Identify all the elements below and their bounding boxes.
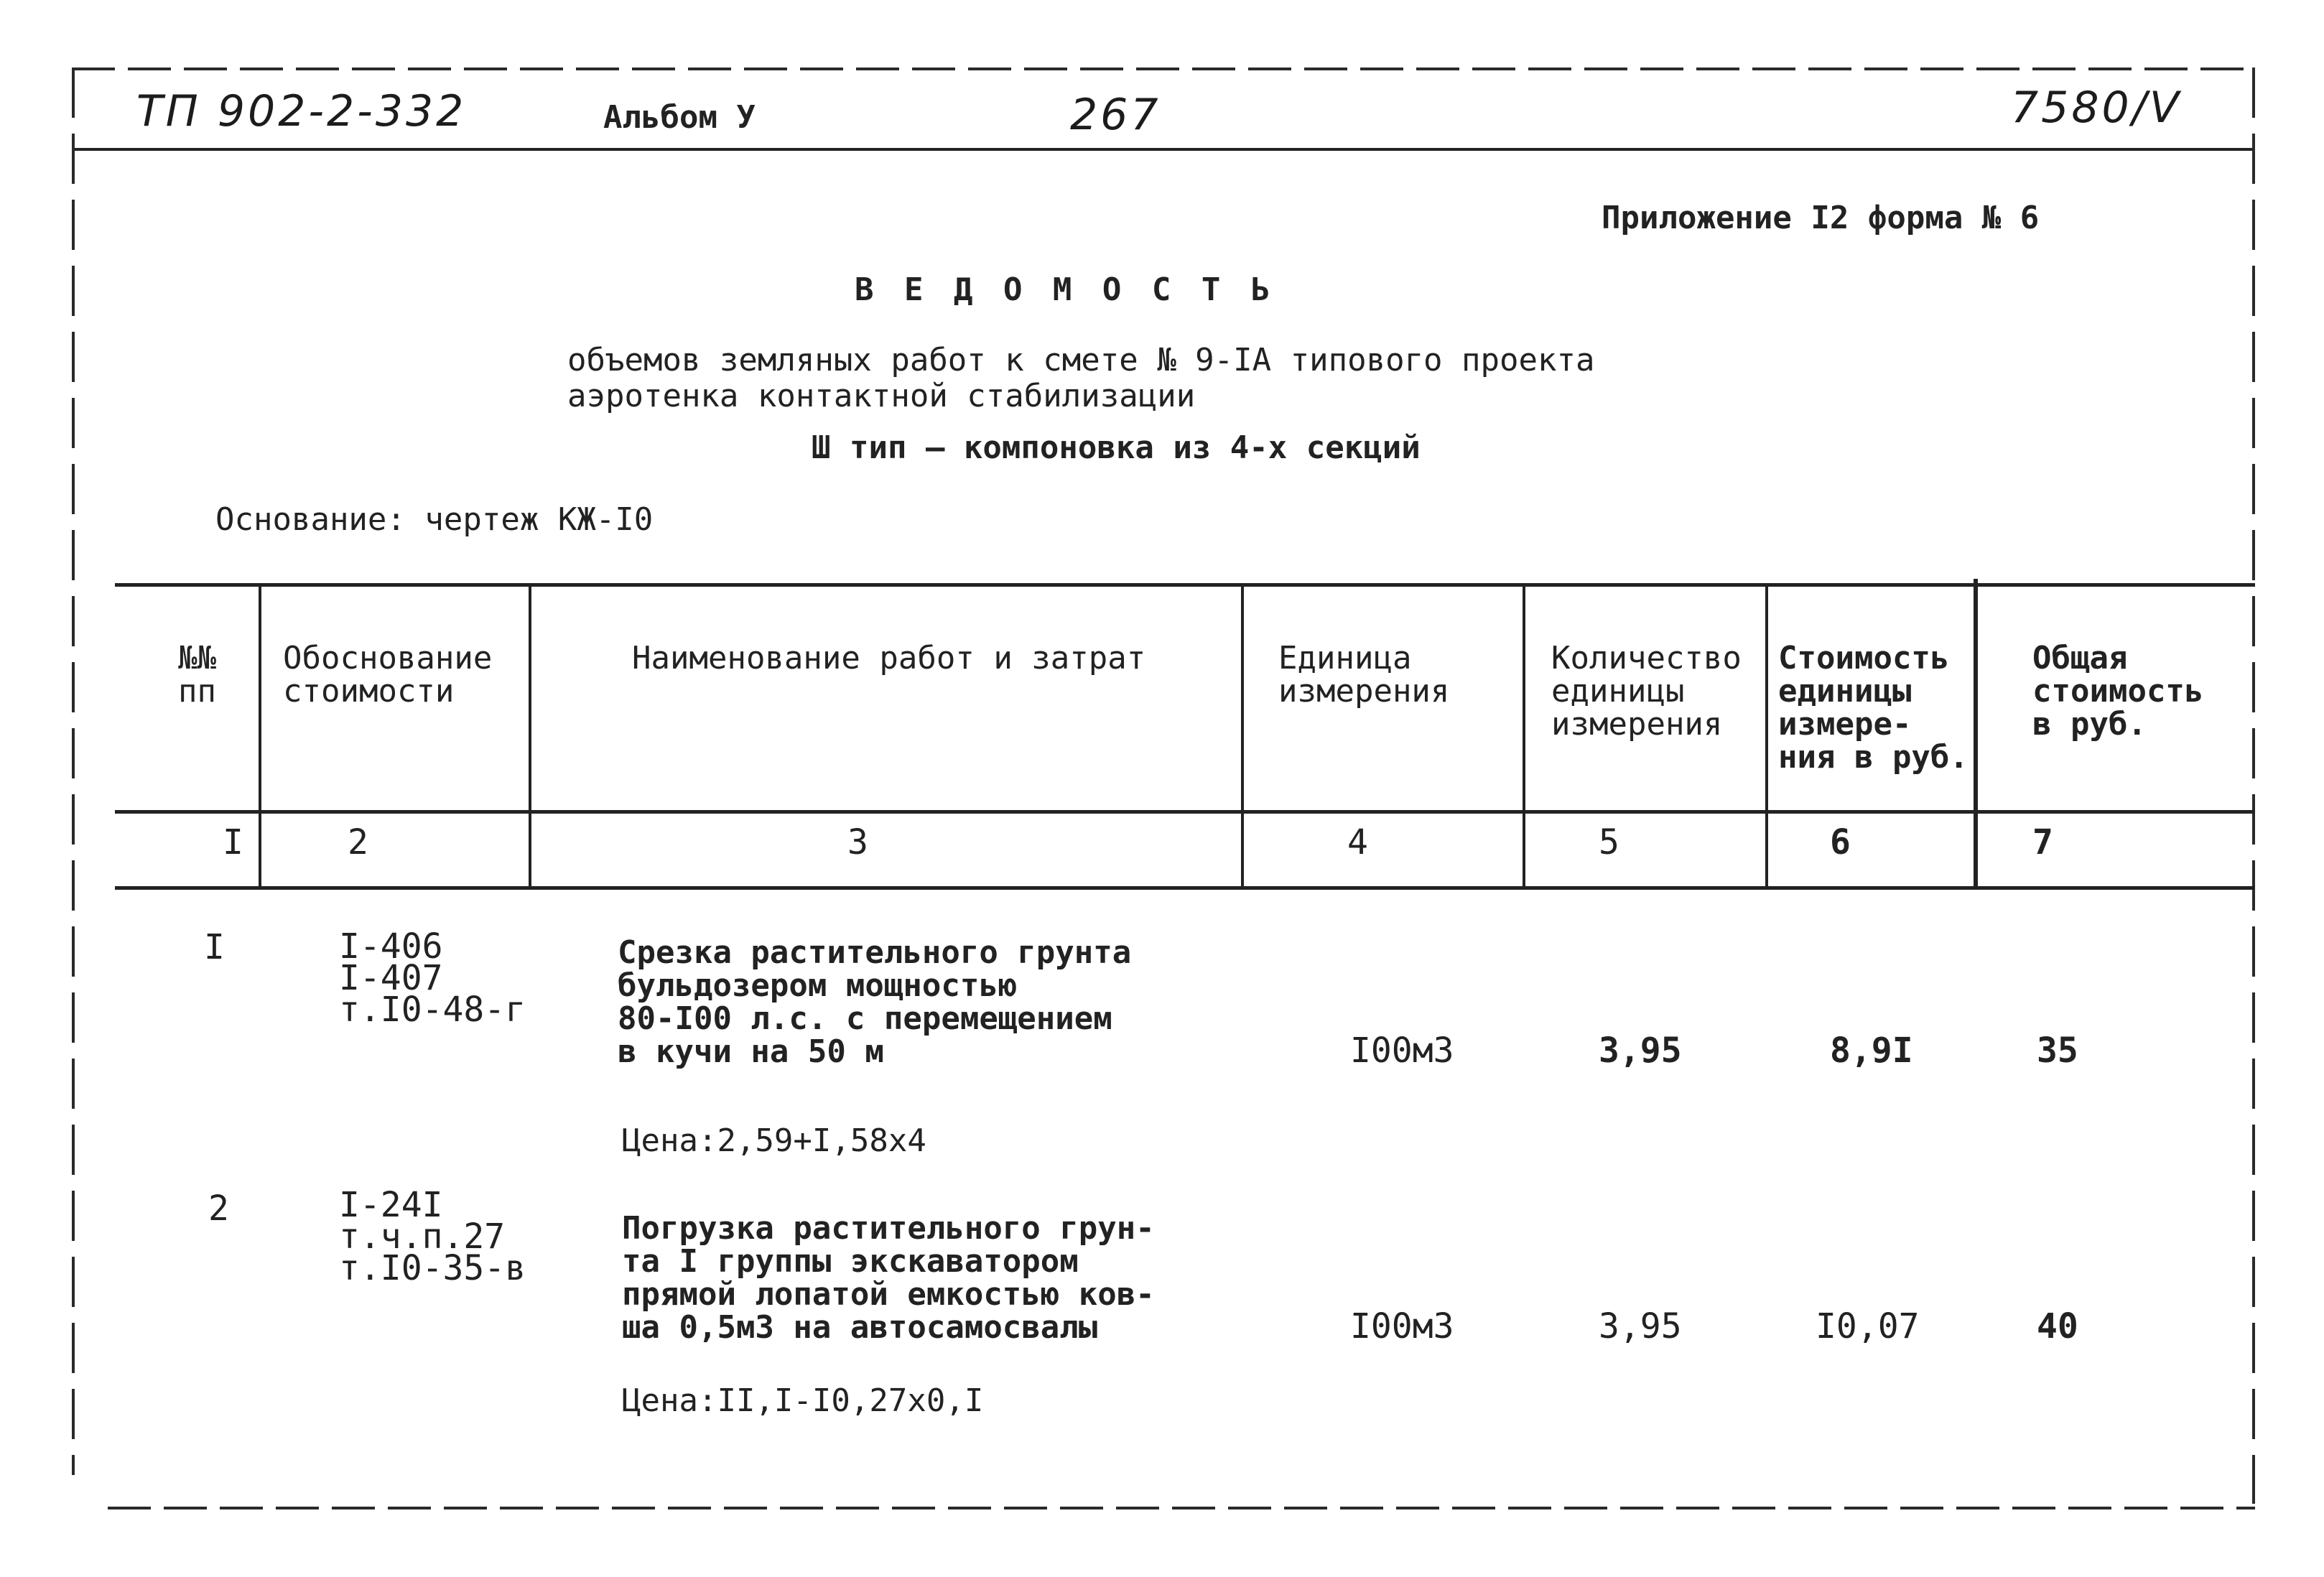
project-code: ТП 902-2-332: [136, 86, 467, 136]
stamp-divider-line: [72, 148, 2255, 151]
appendix-label: Приложение I2 форма № 6: [1602, 200, 2040, 236]
colnum-5: 5: [1599, 822, 1619, 862]
colnum-6: 6: [1830, 822, 1851, 862]
colnum-4: 4: [1347, 822, 1368, 862]
frame-right-border: [2252, 68, 2255, 1504]
header-no: №№ пп: [178, 640, 216, 710]
colnum-3: 3: [847, 822, 868, 862]
row-basis: I-406 I-407 т.I0-48-г: [339, 926, 526, 1030]
row-work-name: Погрузка растительного грун- та I группы экскаватором прямой лопатой емкостью ков- ша 0,5м3 на автосамосвалы: [622, 1210, 1155, 1346]
header-basis: Обоснование стоимости: [283, 640, 493, 710]
row-unit-cost: 8,9I: [1830, 1031, 1913, 1071]
frame-bottom-border: [108, 1507, 2255, 1509]
row-unit: I00м3: [1350, 1306, 1454, 1346]
subtitle-line-2: аэротенка контактной стабилизации: [567, 378, 1196, 414]
row-qty: 3,95: [1599, 1031, 1682, 1071]
header-unit: Единица измерения: [1278, 640, 1450, 710]
basis-reference: Основание: чертеж КЖ-I0: [215, 501, 654, 538]
row-price-note: Цена:2,59+I,58х4: [622, 1122, 926, 1159]
subtitle-line-3: Ш тип – компоновка из 4-х секций: [812, 429, 1421, 466]
col-divider-1: [259, 583, 261, 888]
numbers-bottom-border: [115, 886, 2255, 890]
col-divider-2: [529, 583, 531, 888]
page-number: 267: [1070, 90, 1161, 140]
row-total: 35: [2037, 1031, 2078, 1071]
colnum-1: I: [223, 822, 243, 862]
col-divider-4: [1523, 583, 1525, 888]
col-divider-6: [1974, 579, 1978, 888]
row-unit-cost: I0,07: [1816, 1306, 1920, 1346]
table-top-border: [115, 583, 2255, 587]
header-total: Общая стоимость в руб.: [2032, 640, 2204, 743]
row-work-name: Срезка растительного грунта бульдозером мощностью 80-I00 л.с. с перемещением в кучи на 50 м: [618, 934, 1132, 1070]
document-title: В Е Д О М О С Т Ь: [855, 271, 1276, 308]
header-unit-cost: Стоимость единицы измере- ния в руб.: [1778, 640, 1969, 776]
colnum-7: 7: [2032, 822, 2053, 862]
row-number: I: [204, 927, 225, 967]
row-total: 40: [2037, 1306, 2078, 1346]
subtitle-line-1: объемов земляных работ к смете № 9-IA типового проекта: [567, 342, 1595, 378]
row-qty: 3,95: [1599, 1306, 1682, 1346]
col-divider-3: [1241, 583, 1244, 888]
album-label: Альбом У: [603, 99, 756, 136]
header-qty: Количество единицы измерения: [1551, 640, 1742, 743]
frame-top-border: [72, 68, 2255, 70]
row-basis: I-24I т.ч.п.27 т.I0-35-в: [339, 1185, 526, 1288]
row-price-note: Цена:II,I-I0,27х0,I: [622, 1382, 984, 1419]
header-name: Наименование работ и затрат: [632, 640, 1146, 676]
row-number: 2: [208, 1188, 229, 1229]
row-unit: I00м3: [1350, 1031, 1454, 1071]
header-bottom-border: [115, 810, 2255, 814]
frame-left-border: [72, 68, 75, 1475]
col-divider-5: [1765, 583, 1768, 888]
sheet-number: 7580/V: [2011, 83, 2182, 133]
colnum-2: 2: [348, 822, 368, 862]
